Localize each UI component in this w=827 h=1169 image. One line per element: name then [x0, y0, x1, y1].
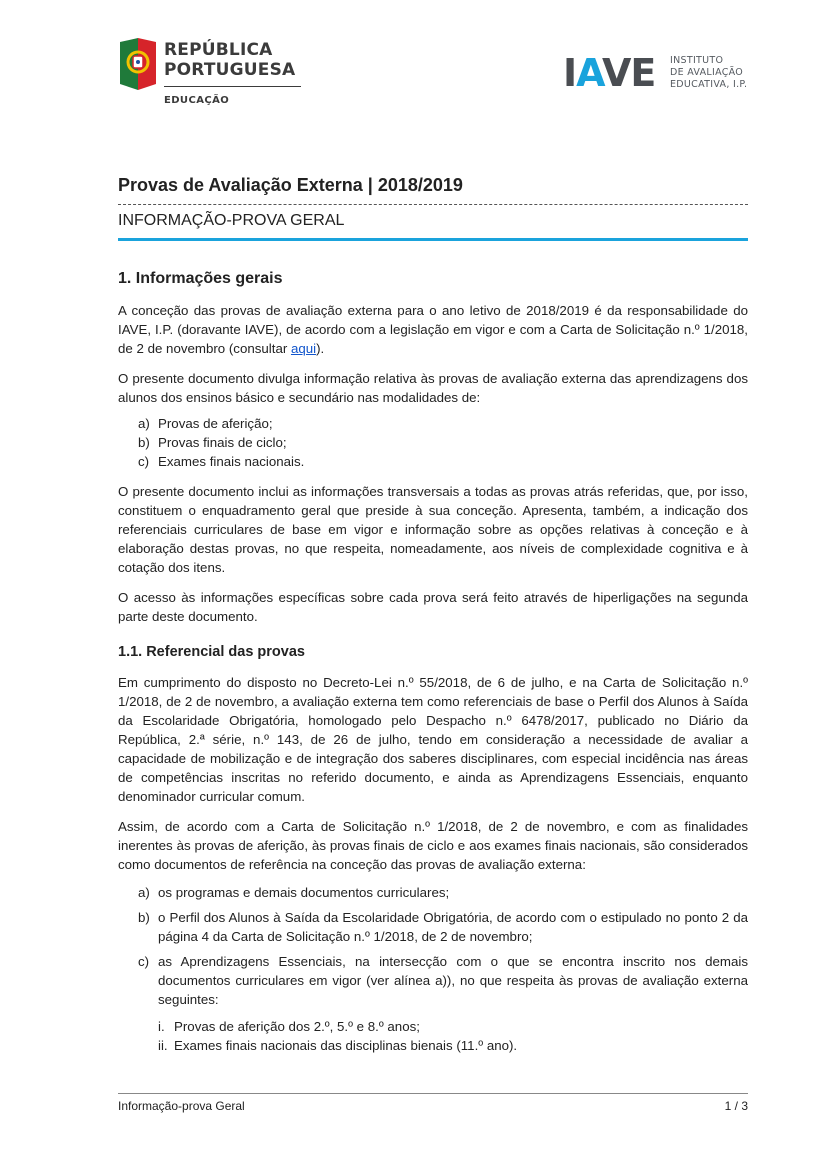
list-item-text: Exames finais nacionais das disciplinas bienais (11.º ano).: [174, 1038, 518, 1053]
sublist-item: [158, 1017, 748, 1036]
list-item-text: Provas de aferição dos 2.º, 5.º e 8.º anos;: [174, 1019, 420, 1034]
sublist-item: [158, 1036, 748, 1055]
list-item: [118, 883, 748, 902]
list-item: [118, 908, 748, 946]
document-title: Provas de Avaliação Externa | 2018/2019: [118, 175, 463, 195]
subsection-heading: 1.1. Referencial das provas: [118, 644, 305, 660]
list-item-text: Provas finais de ciclo;: [158, 435, 287, 450]
aqui-link[interactable]: aqui: [290, 341, 317, 356]
list-item-text: o Perfil dos Alunos à Saída da Escolaridade Obrigatória, de acordo com o estipulado no ponto 2 da página 4 da Carta de Solicitação n.º 1/2018, de 2 de novembro;: [158, 910, 748, 944]
list-marker: ii.: [158, 1038, 168, 1053]
list-item-text: as Aprendizagens Essenciais, na intersecção com o que se encontra inscrito nos demais documentos curriculares em vigor (ver alínea a)), no que respeita às provas de avaliação externa seguintes:: [158, 954, 748, 1007]
iave-letter-i: I: [563, 51, 577, 95]
list-marker: i.: [158, 1019, 165, 1034]
iave-tagline: [670, 55, 747, 91]
page-number: 1 / 3: [724, 1099, 748, 1113]
republica-portuguesa-logo: [118, 38, 318, 112]
list-marker: a): [138, 416, 150, 431]
rp-line2: PORTUGUESA: [164, 60, 296, 80]
list-marker: b): [138, 435, 150, 450]
paragraph: Assim, de acordo com a Carta de Solicitação n.º 1/2018, de 2 de novembro, e com as finalidades inerentes às provas de aferição, às provas finais de ciclo e aos exames finais nacionais, são considerados como documentos de referência na conceção das provas de avaliação externa:: [118, 819, 748, 872]
coat-of-arms-icon: [118, 38, 158, 90]
rp-divider: [164, 86, 301, 87]
rp-wordmark: [164, 40, 295, 80]
list-item-text: Exames finais nacionais.: [158, 454, 305, 469]
paragraph: O acesso às informações específicas sobre cada prova será feito através de hiperligações na segunda parte deste documento.: [118, 590, 748, 624]
iave-line1: INSTITUTO: [670, 55, 724, 66]
paragraph: O presente documento divulga informação relativa às provas de avaliação externa das aprendizagens dos alunos dos ensinos básico e secundário nas modalidades de:: [118, 371, 748, 405]
paragraph-text: A conceção das provas de avaliação externa para o ano letivo de 2018/2019 é da responsabilidade do IAVE, I.P. (doravante IAVE), de acordo com a legislação em vigor e com a Carta de Solicitação n.º 1/2018, de 2 de novembro (consultar: [118, 303, 748, 356]
section-heading: 1. Informações gerais: [118, 270, 283, 287]
rp-line1: REPÚBLICA: [164, 40, 273, 60]
iave-line3: EDUCATIVA, I.P.: [670, 79, 748, 90]
iave-wordmark: [563, 52, 655, 94]
list-item: [118, 952, 748, 1055]
paragraph-text-end: ).: [316, 341, 325, 356]
list-item-text: os programas e demais documentos curriculares;: [158, 885, 450, 900]
footer-divider: [118, 1093, 748, 1094]
list-marker: c): [138, 454, 150, 469]
document-body: [118, 268, 748, 1061]
title-underline: [118, 238, 748, 241]
list-item: [118, 433, 748, 452]
exams-sublist: [158, 1017, 748, 1055]
rp-ministry-label: EDUCAÇÃO: [164, 95, 230, 106]
iave-letters-ve: VE: [601, 51, 656, 95]
iave-letter-a: A: [576, 51, 602, 95]
list-item-text: Provas de aferição;: [158, 416, 273, 431]
list-marker: a): [138, 885, 150, 900]
list-item: [118, 452, 748, 471]
footer-document-name: Informação-prova Geral: [118, 1099, 245, 1113]
paragraph: O presente documento inclui as informações transversais a todas as provas atrás referidas, que, por isso, constituem o enquadramento geral que preside à sua conceção. Apresenta, também, a indicação dos referenciais curriculares de base em vigor e informação sobre as opções relativas à conceção e à elaboração destas provas, no que respeita, nomeadamente, aos níveis de complexidade cognitiva e à cotação dos itens.: [118, 484, 748, 575]
paragraph: [118, 301, 748, 358]
modalities-list: [118, 414, 748, 471]
document-subtitle: INFORMAÇÃO-PROVA GERAL: [118, 212, 345, 229]
iave-logo: [563, 52, 753, 94]
list-item: [118, 414, 748, 433]
paragraph: Em cumprimento do disposto no Decreto-Lei n.º 55/2018, de 6 de julho, e na Carta de Solicitação n.º 1/2018, de 2 de novembro, a avaliação externa tem como referenciais de base o Perfil dos Alunos à Saída da Escolaridade Obrigatória, homologado pelo Despacho n.º 6478/2017, publicado no Diário da República, 2.ª série, n.º 143, de 26 de julho, tendo em consideração a necessidade de avaliar a capacidade de mobilização e de integração dos saberes disciplinares, com especial incidência nas áreas de competências inscritas no referido documento, e ainda as Aprendizagens Essenciais, enquanto denominador curricular comum.: [118, 675, 748, 804]
dashed-divider: [118, 204, 748, 205]
list-marker: b): [138, 910, 150, 925]
iave-line2: DE AVALIAÇÃO: [670, 67, 744, 78]
list-marker: c): [138, 954, 150, 969]
reference-documents-list: [118, 883, 748, 1055]
